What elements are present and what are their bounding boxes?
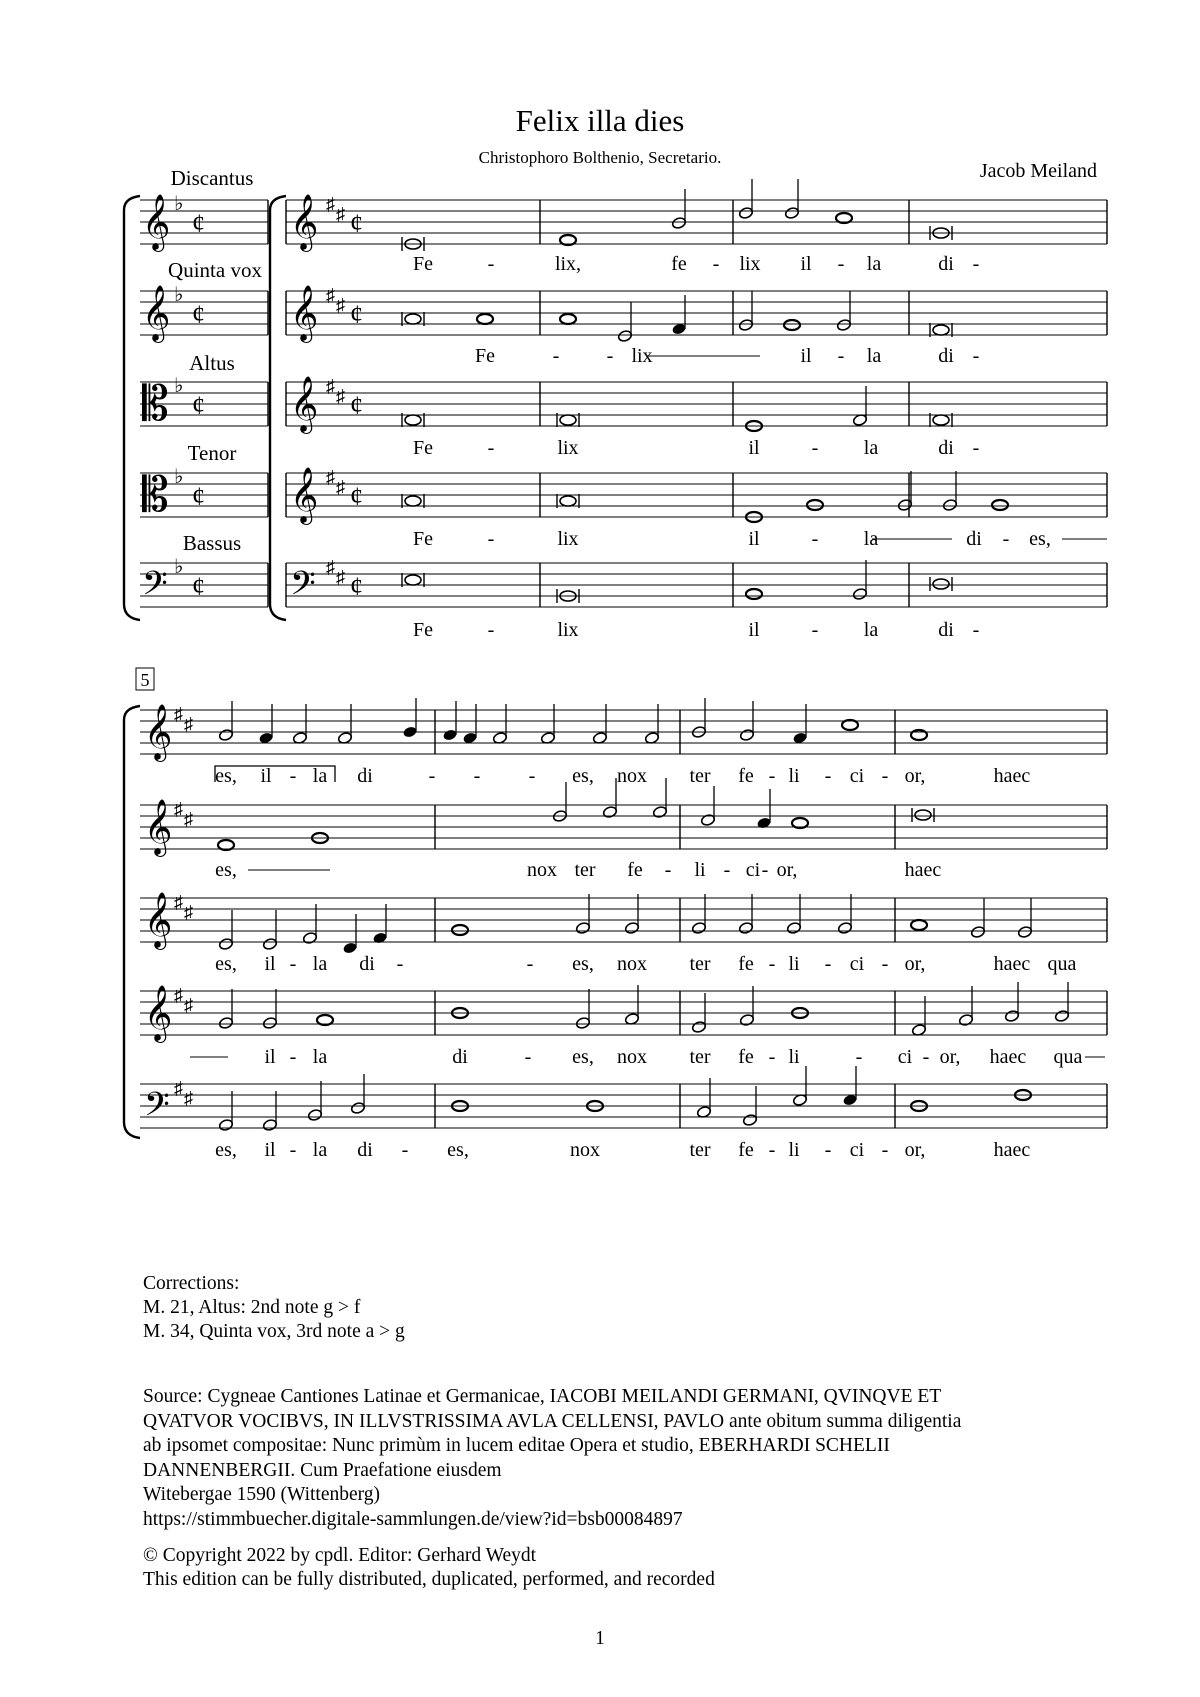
lyric-syllable: la — [866, 253, 882, 275]
lyric-syllable: - — [768, 765, 776, 787]
lyric-syllable: Fe — [413, 619, 433, 641]
system-bracket — [270, 196, 286, 620]
lyric-syllable: or, — [904, 765, 926, 787]
correction-line: M. 34, Quinta vox, 3rd note a > g — [143, 1321, 405, 1342]
lyric-syllable: Fe — [413, 253, 433, 275]
breve-note — [560, 415, 576, 425]
lyric-syllable: Fe — [475, 345, 495, 367]
lyric-syllable: di — [452, 1046, 468, 1068]
lyric-syllable: Fe — [413, 528, 433, 550]
lyric-syllable: - — [922, 1046, 930, 1068]
lyric-syllable: es, — [215, 859, 237, 881]
lyric-syllable: - — [723, 859, 731, 881]
lyric-syllable: - — [768, 953, 776, 975]
cut-time-sign: ¢ — [350, 572, 363, 601]
lyric-syllable: di — [357, 1139, 373, 1161]
voice-name: Discantus — [170, 166, 254, 190]
copyright-line: © Copyright 2022 by cpdl. Editor: Gerhard Weydt — [143, 1545, 537, 1566]
lyric-syllable: fe — [738, 953, 754, 975]
lyric-syllable: es, — [572, 953, 594, 975]
lyric-syllable: ci — [849, 953, 865, 975]
lyric-syllable: fe — [671, 253, 687, 275]
lyric-syllable: - — [824, 1139, 832, 1161]
lyric-syllable: - — [972, 253, 980, 275]
breve-note — [405, 496, 421, 506]
lyric-syllable: haec — [993, 765, 1031, 787]
lyric-syllable: es, — [215, 765, 237, 787]
treble-clef: 𝄞 — [142, 287, 171, 340]
sharp-sign: ♯ — [326, 467, 335, 487]
lyric-syllable: ci — [897, 1046, 913, 1068]
whole-note — [784, 320, 800, 330]
lyric-syllable: lix — [631, 345, 653, 367]
lyric-syllable: es, — [447, 1139, 469, 1161]
lyric-syllable: il — [264, 1139, 276, 1161]
lyric-syllable: di — [359, 953, 375, 975]
bass-clef: 𝄢 — [142, 565, 168, 610]
lyric-syllable: la — [863, 528, 879, 550]
lyric-syllable: es, — [572, 765, 594, 787]
lyric-syllable: es, — [572, 1046, 594, 1068]
lyric-syllable: - — [824, 953, 832, 975]
breve-note — [405, 575, 421, 585]
lyric-syllable: haec — [989, 1046, 1027, 1068]
lyric-syllable: - — [837, 253, 845, 275]
bass-clef: 𝄢 — [290, 565, 316, 610]
lyric-syllable: haec — [993, 953, 1031, 975]
lyric-syllable: fe — [738, 1046, 754, 1068]
lyric-syllable: or, — [904, 1139, 926, 1161]
sharp-sign: ♯ — [174, 892, 183, 912]
lyric-syllable: ci — [849, 1139, 865, 1161]
lyric-syllable: di — [938, 345, 954, 367]
source-line: DANNENBERGII. Cum Praefatione eiusdem — [143, 1459, 502, 1481]
lyric-syllable: - — [526, 953, 534, 975]
lyric-syllable: li — [788, 953, 800, 975]
whole-note — [911, 920, 927, 930]
cut-time-sign: ¢ — [350, 391, 363, 420]
flat-sign: ♭ — [174, 375, 184, 397]
sharp-sign: ♯ — [174, 985, 183, 1005]
breve-note — [405, 415, 421, 425]
lyric-syllable: - — [487, 253, 495, 275]
system-bracket — [124, 196, 140, 620]
lyric-syllable: il — [748, 619, 760, 641]
lyric-syllable: nox — [617, 953, 647, 975]
lyric-syllable: fe — [627, 859, 643, 881]
lyric-syllable: di — [938, 437, 954, 459]
breve-note — [405, 314, 421, 324]
lyric-syllable: li — [788, 1139, 800, 1161]
lyric-syllable: es, — [215, 953, 237, 975]
lyric-syllable: il — [748, 437, 760, 459]
lyric-syllable: lix — [557, 528, 579, 550]
c-clef: 𝄡 — [142, 378, 169, 431]
copyright-block — [143, 1544, 715, 1592]
treble-clef: 𝄞 — [144, 706, 173, 759]
lyric-syllable: - — [761, 859, 769, 881]
whole-note — [477, 314, 493, 324]
lyric-syllable: - — [606, 345, 614, 367]
flat-sign: ♭ — [174, 556, 184, 578]
lyric-syllable: - — [855, 1046, 863, 1068]
breve-note — [915, 810, 931, 820]
sharp-sign: ♯ — [174, 704, 183, 724]
lyric-syllable: - — [768, 1046, 776, 1068]
lyric-syllable: di — [938, 619, 954, 641]
source-line: Witebergae 1590 (Wittenberg) — [143, 1484, 381, 1505]
lyric-syllable: haec — [904, 859, 942, 881]
flat-sign: ♭ — [174, 193, 184, 215]
lyric-syllable: or, — [776, 859, 798, 881]
lyric-syllable: lix — [557, 619, 579, 641]
lyric-syllable: li — [694, 859, 706, 881]
piece-title: Felix illa dies — [515, 103, 685, 138]
voice-name: Tenor — [187, 441, 237, 465]
sharp-sign: ♯ — [326, 285, 335, 305]
source-line: ab ipsomet compositae: Nunc primùm in lucem editae Opera et studio, EBERHARDI SCHELII — [143, 1435, 890, 1456]
lyric-syllable: - — [289, 1139, 297, 1161]
sharp-sign: ♯ — [184, 902, 193, 922]
source-url: https://stimmbuecher.digitale-sammlungen.de/view?id=bsb00084897 — [143, 1508, 683, 1530]
lyric-syllable: la — [866, 345, 882, 367]
lyric-syllable: li — [788, 765, 800, 787]
lyric-syllable: - — [1002, 528, 1010, 550]
lyric-syllable: - — [837, 345, 845, 367]
lyric-syllable: nox — [527, 859, 557, 881]
lyric-syllable: - — [396, 953, 404, 975]
sharp-sign: ♯ — [336, 567, 345, 587]
lyric-syllable: or, — [904, 953, 926, 975]
sharp-sign: ♯ — [326, 557, 335, 577]
lyric-syllable: lix — [739, 253, 761, 275]
lyric-syllable: qua — [1053, 1046, 1083, 1068]
sharp-sign: ♯ — [184, 1088, 193, 1108]
voice-name: Altus — [189, 351, 235, 375]
license-line: This edition can be fully distributed, duplicated, performed, and recorded — [143, 1569, 715, 1590]
lyric-syllable: - — [972, 619, 980, 641]
treble-clef: 𝄞 — [290, 287, 319, 340]
cut-time-sign: ¢ — [350, 209, 363, 238]
breve-note — [933, 325, 949, 335]
flat-sign: ♭ — [174, 466, 184, 488]
sharp-sign: ♯ — [336, 204, 345, 224]
lyric-syllable: li — [788, 1046, 800, 1068]
lyric-syllable: - — [487, 528, 495, 550]
lyric-syllable: il — [800, 345, 812, 367]
whole-note — [452, 925, 468, 935]
page-number: 1 — [595, 1628, 605, 1649]
breve-note — [560, 496, 576, 506]
whole-note — [560, 314, 576, 324]
lyric-syllable: nox — [570, 1139, 600, 1161]
lyric-syllable: il — [264, 953, 276, 975]
lyric-syllable: es, — [215, 1139, 237, 1161]
composer-name: Jacob Meiland — [979, 160, 1097, 182]
lyric-syllable: la — [312, 765, 328, 787]
lyric-syllable: - — [473, 765, 481, 787]
sharp-sign: ♯ — [184, 714, 193, 734]
lyric-syllable: il — [260, 765, 272, 787]
sharp-sign: ♯ — [174, 799, 183, 819]
lyric-syllable: il — [748, 528, 760, 550]
lyric-syllable: es, — [1029, 528, 1051, 550]
voice-name: Bassus — [182, 531, 242, 555]
source-block — [143, 1385, 1103, 1532]
lyric-syllable: - — [881, 953, 889, 975]
treble-clef: 𝄞 — [290, 378, 319, 431]
lyric-syllable: la — [863, 619, 879, 641]
lyric-syllable: la — [312, 1046, 328, 1068]
lyric-syllable: nox — [617, 765, 647, 787]
lyric-syllable: fe — [738, 765, 754, 787]
cut-time-sign: ¢ — [192, 482, 205, 511]
whole-note — [746, 589, 762, 599]
lyric-syllable: - — [664, 859, 672, 881]
source-line: Source: Cygneae Cantiones Latinae et Germanicae, IACOBI MEILANDI GERMANI, QVINQVE ET — [143, 1386, 942, 1407]
breve-note — [933, 579, 949, 589]
treble-clef: 𝄞 — [290, 196, 319, 249]
treble-clef: 𝄞 — [144, 801, 173, 854]
lyric-syllable: nox — [617, 1046, 647, 1068]
treble-clef: 𝄞 — [290, 469, 319, 522]
cut-time-sign: ¢ — [192, 572, 205, 601]
corrections-block — [143, 1272, 405, 1344]
lyric-syllable: qua — [1047, 953, 1077, 975]
lyric-syllable: - — [487, 437, 495, 459]
lyric-syllable: ter — [689, 953, 711, 975]
voice-name: Quinta vox — [168, 258, 262, 282]
bass-clef: 𝄢 — [144, 1086, 170, 1131]
measure-number: 5 — [140, 670, 150, 690]
lyric-syllable: - — [487, 619, 495, 641]
lyric-syllable: haec — [993, 1139, 1031, 1161]
treble-clef: 𝄞 — [144, 894, 173, 947]
system-bracket — [124, 706, 140, 1138]
lyric-syllable: la — [312, 1139, 328, 1161]
lyric-syllable: - — [428, 765, 436, 787]
cut-time-sign: ¢ — [192, 209, 205, 238]
source-line: QVATVOR VOCIBVS, IN ILLVSTRISSIMA AVLA CELLENSI, PAVLO ante obitum summa diligentia — [143, 1410, 962, 1432]
lyric-syllable: - — [811, 437, 819, 459]
lyric-syllable: - — [972, 345, 980, 367]
sharp-sign: ♯ — [174, 1078, 183, 1098]
sharp-sign: ♯ — [326, 376, 335, 396]
lyric-syllable: - — [524, 1046, 532, 1068]
sharp-sign: ♯ — [326, 194, 335, 214]
lyric-syllable: lix — [557, 437, 579, 459]
lyric-syllable: - — [528, 765, 536, 787]
lyric-syllable: - — [401, 1139, 409, 1161]
lyric-syllable: la — [863, 437, 879, 459]
cut-time-sign: ¢ — [350, 300, 363, 329]
lyric-syllable: di — [357, 765, 373, 787]
lyric-syllable: ci — [849, 765, 865, 787]
cut-time-sign: ¢ — [192, 300, 205, 329]
lyric-syllable: - — [972, 437, 980, 459]
sharp-sign: ♯ — [184, 995, 193, 1015]
sharp-sign: ♯ — [336, 386, 345, 406]
c-clef: 𝄡 — [142, 469, 169, 522]
corrections-heading: Corrections: — [143, 1273, 240, 1294]
lyric-syllable: il — [264, 1046, 276, 1068]
lyric-syllable: di — [938, 253, 954, 275]
lyric-syllable: - — [289, 953, 297, 975]
cut-time-sign: ¢ — [192, 391, 205, 420]
whole-note — [807, 500, 823, 510]
treble-clef: 𝄞 — [144, 987, 173, 1040]
lyric-syllable: ter — [689, 765, 711, 787]
lyric-syllable: ci — [745, 859, 761, 881]
correction-line: M. 21, Altus: 2nd note g > f — [143, 1297, 361, 1318]
sharp-sign: ♯ — [336, 477, 345, 497]
lyric-syllable: ter — [689, 1139, 711, 1161]
lyric-syllable: - — [824, 765, 832, 787]
whole-note — [992, 500, 1008, 510]
lyric-syllable: il — [800, 253, 812, 275]
sharp-sign: ♯ — [184, 809, 193, 829]
lyric-syllable: ter — [689, 1046, 711, 1068]
lyric-syllable: - — [811, 528, 819, 550]
lyric-syllable: - — [768, 1139, 776, 1161]
cut-time-sign: ¢ — [350, 482, 363, 511]
lyric-syllable: ter — [574, 859, 596, 881]
lyric-syllable: or, — [939, 1046, 961, 1068]
breve-note — [933, 415, 949, 425]
flat-sign: ♭ — [174, 284, 184, 306]
lyric-syllable: Fe — [413, 437, 433, 459]
lyric-syllable: - — [552, 345, 560, 367]
dedication: Christophoro Bolthenio, Secretario. — [478, 148, 722, 167]
treble-clef: 𝄞 — [142, 196, 171, 249]
lyric-syllable: - — [881, 1139, 889, 1161]
lyric-syllable: lix, — [554, 253, 582, 275]
lyric-syllable: - — [289, 1046, 297, 1068]
lyric-syllable: - — [289, 765, 297, 787]
lyric-syllable: - — [712, 253, 720, 275]
lyric-syllable: - — [881, 765, 889, 787]
lyric-syllable: di — [966, 528, 982, 550]
lyric-syllable: - — [811, 619, 819, 641]
lyric-syllable: la — [312, 953, 328, 975]
sharp-sign: ♯ — [336, 295, 345, 315]
lyric-syllable: fe — [738, 1139, 754, 1161]
